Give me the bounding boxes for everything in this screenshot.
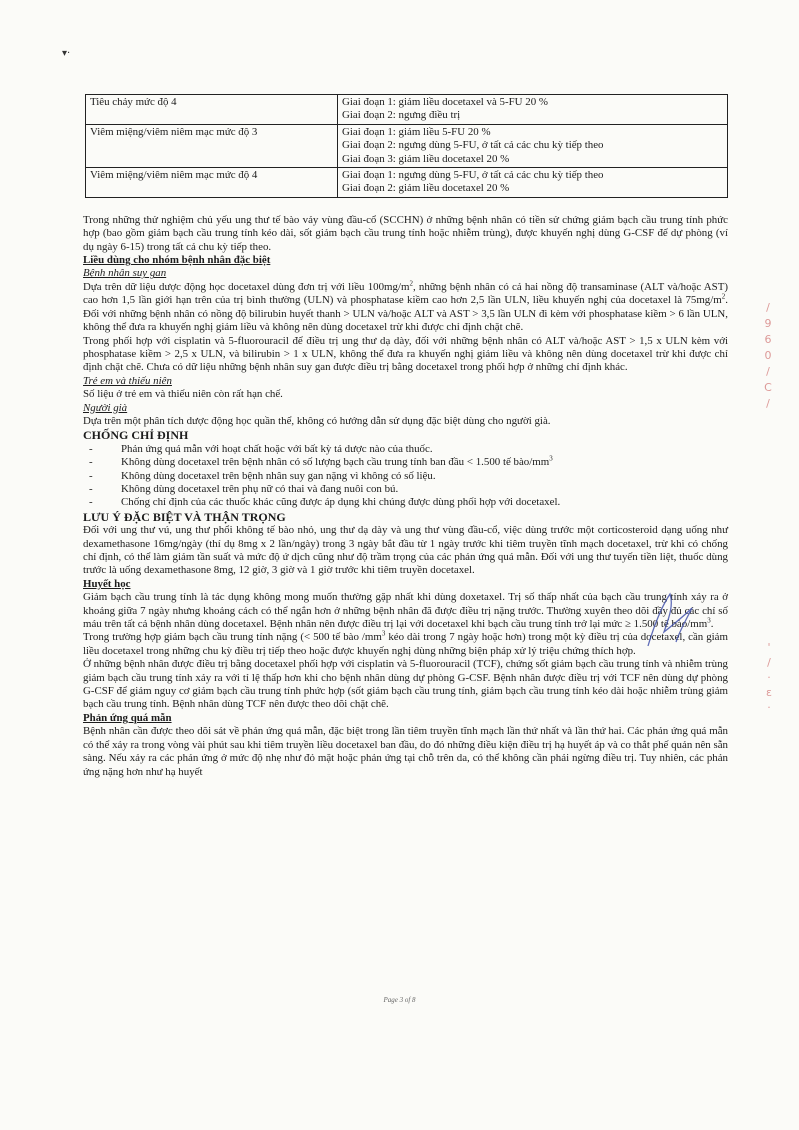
heading-warnings: LƯU Ý ĐẶC BIỆT VÀ THẬN TRỌNG — [83, 509, 286, 524]
paragraph-hematology-1 — [83, 591, 728, 631]
contraindications-list — [83, 443, 728, 510]
text-run: Dựa trên dữ liệu dược động học docetaxel dùng đơn trị với liều 100mg/m — [83, 280, 410, 293]
list-item: - Phản ứng quá mẫn với hoạt chất hoặc với bất kỳ tá dược nào của thuốc. — [89, 442, 433, 455]
text-run: . Đối với những bệnh nhân có nồng độ bilirubin huyết thanh > ULN và/hoặc ALT và AST > 3,5 lần ULN đi kèm với phosphatase kiềm > 6 lần ULN, không thể đưa ra khuyến nghị giảm liều và không nên dùng docetaxel trừ khi được chỉ định chặt chẽ. — [83, 294, 728, 334]
list-item: - Không dùng docetaxel trên bệnh nhân suy gan nặng vì không có số liệu. — [89, 469, 436, 482]
text-run: . — [710, 618, 714, 631]
signature-mark — [640, 586, 700, 656]
paragraph-hepatic-2: Trong phối hợp với cisplatin và 5-fluorouracil để điều trị ung thư dạ dày, đối với những bệnh nhân có ALT và/hoặc AST > 1,5 x ULN kèm với phosphatase kiềm > 2,5 x ULN, và bilirubin > 1 x ULN, không thể đưa ra khuyến nghị giảm liều và không nên dùng docetaxel trừ khi được chỉ định chặt chẽ. Chưa có dữ liệu những bệnh nhân suy gan được điều trị bằng docetaxel trong phối hợp ở những chỉ định khác. — [83, 334, 728, 374]
list-item-text: Không dùng docetaxel trên bệnh nhân suy gan nặng vì không có số liệu. — [121, 469, 436, 482]
page-footer: Page 3 of 8 — [383, 996, 416, 1004]
table-cell-action — [338, 95, 728, 125]
list-item-text: Không dùng docetaxel trên phụ nữ có thai và đang nuôi con bú. — [121, 482, 399, 495]
heading-hepatic: Bệnh nhân suy gan — [83, 267, 167, 280]
heading-contraindications: CHỐNG CHỈ ĐỊNH — [83, 428, 189, 443]
paragraph-warnings: Đối với ung thư vú, ung thư phổi không tế bào nhỏ, ung thư dạ dày và ung thư vùng đầu-cổ, việc dùng trước một corticosteroid dạng uống như dexamethasone 16mg/ngày (thí dụ 8mg x 2 lần/ngày) trong 3 ngày bắt đầu từ 1 ngày trước khi tiêm truyền tĩnh mạch docetaxel, trừ khi có chống chỉ định, có thể làm giảm tần suất và mức độ ứ dịch cũng như độ trầm trọng của các phản ứng quá mẫn. Đối với ung thư tuyến tiền liệt, thuốc dùng trước là uống dexamethasone 8mg, 12 giờ, 3 giờ và 1 giờ trước khi tiêm truyền docetaxel. — [83, 524, 728, 577]
list-item-text: Không dùng docetaxel trên bệnh nhân có số lượng bạch cầu trung tính ban đầu < 1.500 tế bào/mm — [121, 456, 550, 469]
paragraph-hepatic-1 — [83, 281, 728, 335]
document-body — [83, 94, 728, 779]
table-line: Giai đoạn 1: giảm liều 5-FU 20 % — [342, 125, 491, 138]
superscript: 2 — [721, 292, 726, 301]
table-cell-condition: Viêm miệng/viêm niêm mạc mức độ 3 — [86, 124, 338, 167]
paragraph-hematology-2 — [83, 631, 728, 658]
list-item-text: Chống chỉ định của các thuốc khác cũng được áp dụng khi chúng được dùng phối hợp với docetaxel. — [121, 496, 561, 509]
list-item: - Chống chỉ định của các thuốc khác cũng được áp dụng khi chúng được dùng phối hợp với docetaxel. — [89, 496, 561, 509]
paragraph-elderly: Dựa trên một phân tích dược động học quần thể, không có hướng dẫn sử dụng đặc biệt dùng cho người già. — [83, 414, 551, 427]
paragraph-scchn: Trong những thử nghiệm chủ yếu ung thư tế bào vảy vùng đầu-cổ (SCCHN) ở những bệnh nhân có tiền sử chứng giảm bạch cầu trung tính phức hợp (bao gồm giảm bạch cầu trung tính kéo dài, sốt giảm bạch cầu trung tính hoặc nhiễm trùng), được khuyến nghị dùng G-CSF để dự phòng (ví dụ ngày 6-15) trong tất cả chu kỳ tiếp theo. — [83, 213, 728, 253]
table-cell-condition: Tiêu chảy mức độ 4 — [86, 95, 338, 125]
heading-children: Trẻ em và thiếu niên — [83, 374, 172, 387]
table-cell-condition: Viêm miệng/viêm niêm mạc mức độ 4 — [86, 168, 338, 198]
list-item: - Không dùng docetaxel trên bệnh nhân có số lượng bạch cầu trung tính ban đầu < 1.500 tế bào/$mm^3$ — [89, 454, 553, 469]
list-item-text: Phản ứng quá mẫn với hoạt chất hoặc với bất kỳ tá dược nào của thuốc. — [121, 442, 433, 455]
list-item: - Không dùng docetaxel trên phụ nữ có thai và đang nuôi con bú. — [89, 482, 399, 495]
superscript: 3 — [707, 616, 711, 625]
table-row — [86, 168, 728, 198]
table-row — [86, 124, 728, 167]
heading-elderly: Người già — [83, 401, 128, 414]
superscript: 3 — [549, 454, 553, 463]
heading-hematology: Huyết học — [83, 577, 131, 590]
heading-hypersensitivity: Phản ứng quá mẫn — [83, 711, 172, 724]
text-run: , những bệnh nhân có cả hai nồng độ transaminase (ALT và/hoặc AST) cao hơn 1,5 lần giới hạn trên của trị bình thường (ULN) và phosphatase kiềm cao hơn 2,5 lần ULN, liều khuyến nghị của docetaxel là 75mg/m — [83, 280, 728, 307]
table-line: Giai đoạn 3: giảm liều docetaxel 20 % — [342, 152, 510, 165]
table-row — [86, 95, 728, 125]
table-line: Giai đoạn 2: ngưng điều trị — [342, 109, 461, 122]
paragraph-hypersensitivity: Bệnh nhân cần được theo dõi sát về phản ứng quá mẫn, đặc biệt trong lần tiêm truyền tĩnh mạch lần thứ nhất và lần thứ hai. Các phản ứng quá mẫn có thể xảy ra trong vòng vài phút sau khi tiêm truyền liều docetaxel ban đầu, do đó những điều kiện điều trị hạ huyết áp và co thắt phế quản nên sẵn sàng. Nếu xảy ra các phản ứng ở mức độ nhẹ như đỏ mặt hoặc phản ứng tại chỗ trên da, có thể không cần phải ngừng điều trị. Tuy nhiên, các phản ứng nặng hơn như hạ huyết — [83, 725, 728, 778]
table-line: Giai đoạn 1: giảm liều docetaxel và 5-FU 20 % — [342, 96, 548, 108]
superscript: 3 — [381, 629, 386, 638]
stamp-mark-top: / 9 6 0 / C / — [764, 301, 772, 410]
heading-special-populations: Liều dùng cho nhóm bệnh nhân đặc biệt — [83, 254, 271, 267]
table-cell-action — [338, 124, 728, 167]
table-line: Giai đoạn 1: ngưng dùng 5-FU, ở tất cả các chu kỳ tiếp theo — [342, 169, 604, 182]
dose-adjustment-table — [85, 94, 728, 198]
paragraph-children: Số liệu ở trẻ em và thiếu niên còn rất hạn chế. — [83, 388, 283, 401]
superscript: 2 — [409, 279, 413, 288]
text-run: Trong trường hợp giảm bạch cầu trung tính nặng (< 500 tế bào /mm — [83, 631, 382, 644]
paragraph-hematology-3: Ở những bệnh nhân được điều trị bằng docetaxel phối hợp với cisplatin và 5-fluorouracil (TCF), chứng sốt giảm bạch cầu trung tính và nhiễm trùng giảm bạch cầu trung tính xảy ra với tỉ lệ thấp hơn khi cho bệnh nhân dùng dự phòng G-CSF. Bệnh nhân được điều trị với TCF nên dùng dự phòng G-CSF để giảm nguy cơ giảm bạch cầu trung tính phức hợp (sốt giảm bạch cầu trung tính, giảm bạch cầu trung tính kéo dài hoặc nhiễm trùng giảm bạch cầu trung tính. Bệnh nhân dùng TCF nên được theo dõi chặt chẽ. — [83, 658, 728, 711]
stamp-mark-bottom: ' / · ε · — [766, 641, 772, 714]
corner-mark: ▾· — [62, 48, 71, 59]
text-run: Giảm bạch cầu trung tính là tác dụng không mong muốn thường gặp nhất khi dùng doxetaxel. Trị số thấp nhất của bạch cầu trung tính xảy ra ở khoảng giữa 7 ngày nhưng khoảng cách có thể ngắn hơn ở những bệnh nhân đã được điều trị nặng trước. Thường xuyên theo dõi đầy đủ các chỉ số máu trên tất cả bệnh nhân dùng docetaxel. Bệnh nhân nên được điều trị lại với docetaxel khi bạch cầu trung tính trở lại mức ≥ 1.500 tế bào/mm — [83, 591, 728, 631]
text-run: kéo dài trong 7 ngày hoặc hơn) trong một kỳ điều trị của docetaxel, cần giảm liều docetaxel trong những chu kỳ điều trị tiếp theo hoặc được khuyến nghị dùng những biện pháp xử lý triệu chứng thích hợp. — [83, 631, 728, 657]
table-line: Giai đoạn 2: ngưng dùng 5-FU, ở tất cả các chu kỳ tiếp theo — [342, 139, 604, 152]
table-cell-action — [338, 168, 728, 198]
table-line: Giai đoạn 2: giảm liều docetaxel 20 % — [342, 182, 510, 195]
